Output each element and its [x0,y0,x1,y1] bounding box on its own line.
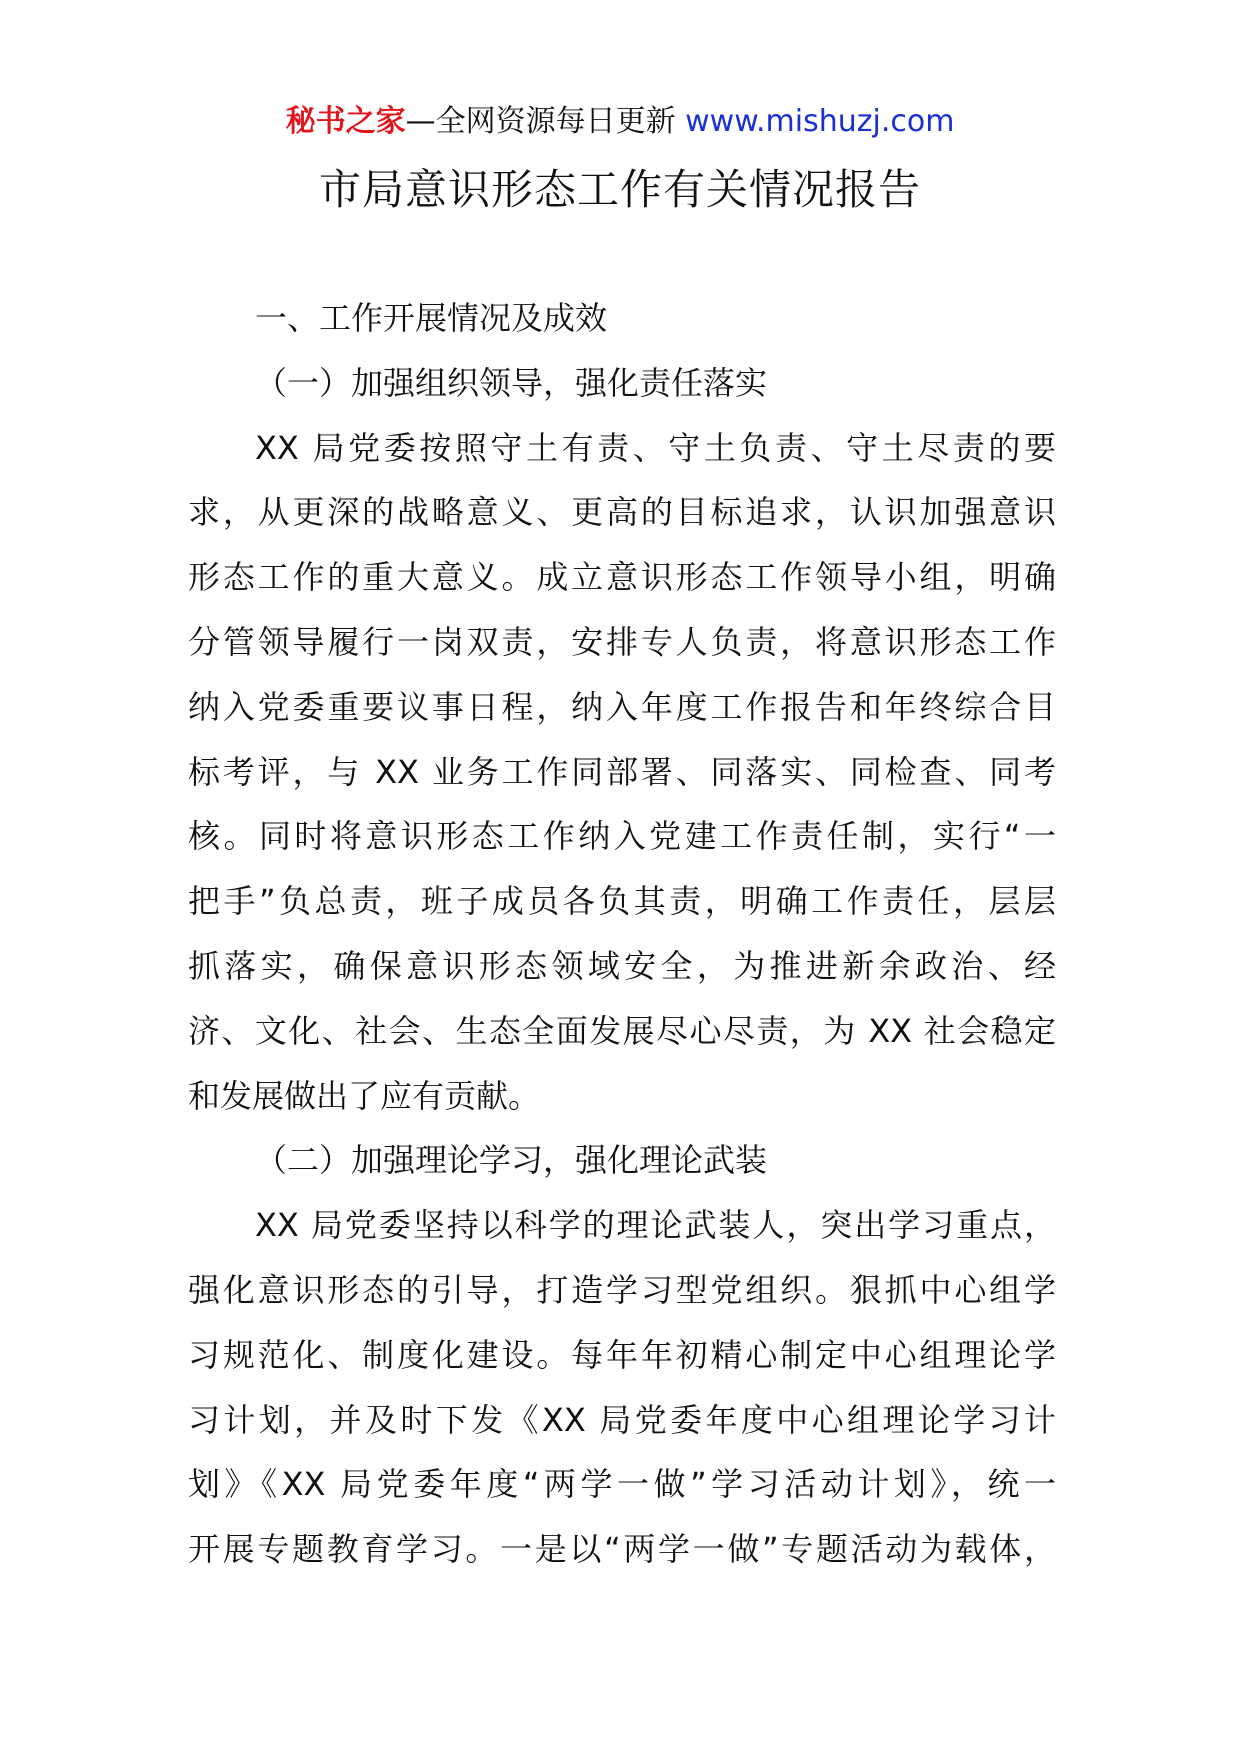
paragraph-line: 标考评，与 XX 业务工作同部署、同落实、同检查、同考 [188,752,1056,791]
site-header [0,100,1240,144]
site-url-link[interactable]: www.mishuzj.com [685,104,955,139]
paragraph-line: 习计划，并及时下发《XX 局党委年度中心组理论学习计 [188,1400,1056,1439]
paragraph-line: 纳入党委重要议事日程，纳入年度工作报告和年终综合目 [188,687,1056,726]
section-heading: 一、工作开展情况及成效 [255,299,608,337]
paragraph-line: 划》《XX 局党委年度“两学一做”学习活动计划》，统一 [188,1465,1056,1504]
document-title: 市局意识形态工作有关情况报告 [318,165,921,214]
header-slogan: —全网资源每日更新 [405,104,676,139]
paragraph-line: 和发展做出了应有贡献。 [188,1076,541,1115]
paragraph-line: 核。同时将意识形态工作纳入党建工作责任制，实行“一 [188,817,1056,856]
paragraph-line: 形态工作的重大意义。成立意识形态工作领导小组，明确 [188,558,1056,597]
paragraph-line: 抓落实，确保意识形态领域安全，为推进新余政治、经 [188,946,1056,985]
document-body [188,286,1056,1582]
paragraph-line: 分管领导履行一岗双责，安排专人负责，将意识形态工作 [188,622,1056,661]
subsection-heading: （一）加强组织领导，强化责任落实 [255,363,768,402]
paragraph-line: XX 局党委坚持以科学的理论武装人，突出学习重点， [255,1206,1056,1245]
paragraph-line: XX 局党委按照守土有责、守土负责、守土尽责的要 [255,428,1056,467]
paragraph-line: 把手”负总责，班子成员各负其责，明确工作责任，层层 [188,882,1056,921]
paragraph-line: 习规范化、制度化建设。每年年初精心制定中心组理论学 [188,1335,1056,1374]
paragraph-line: 强化意识形态的引导，打造学习型党组织。狠抓中心组学 [188,1270,1056,1309]
subsection-heading: （二）加强理论学习，强化理论武装 [255,1141,768,1180]
paragraph-line: 开展专题教育学习。一是以“两学一做”专题活动为载体， [188,1530,1056,1569]
paragraph-line: 济、文化、社会、生态全面发展尽心尽责，为 XX 社会稳定 [188,1011,1056,1050]
paragraph-line: 求，从更深的战略意义、更高的目标追求，认识加强意识 [188,493,1056,532]
brand-name: 秘书之家 [285,104,406,139]
